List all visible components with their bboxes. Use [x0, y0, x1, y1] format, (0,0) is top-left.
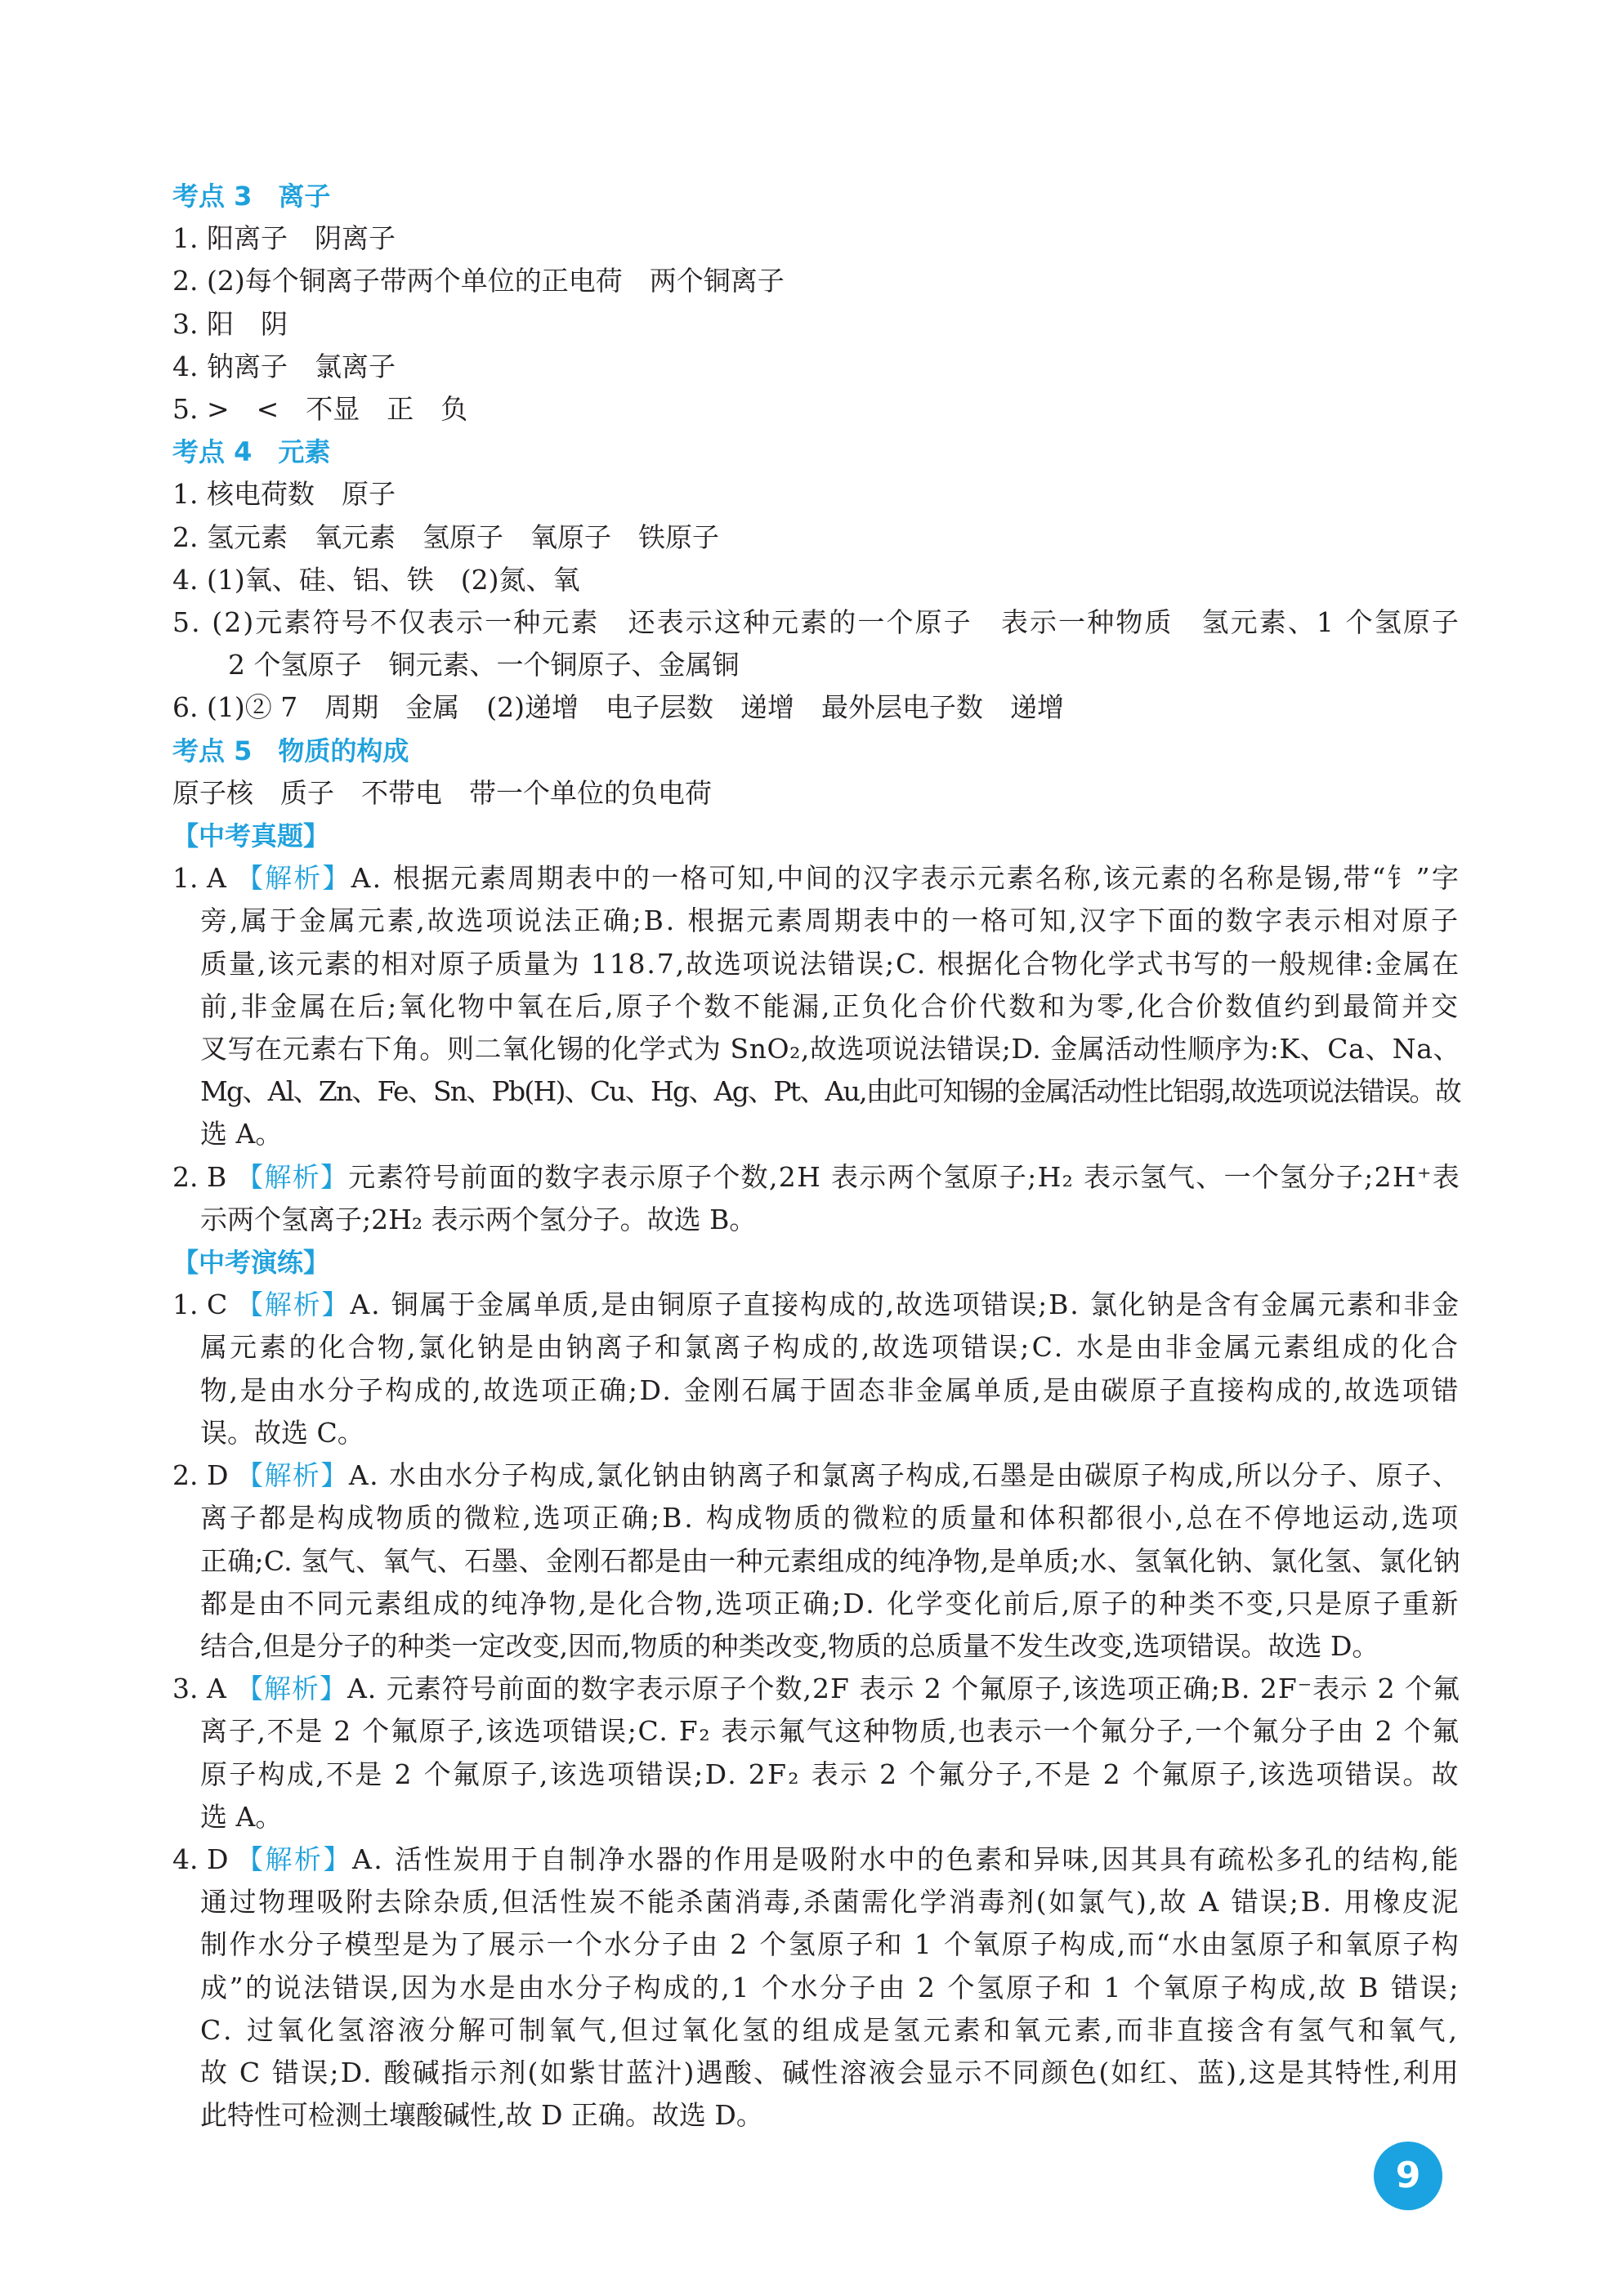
analysis-line: 都是由不同元素组成的纯净物,是化合物,选项正确;D. 化学变化前后,原子的种类不变,只是原子重新 — [200, 1587, 1460, 1619]
analysis-line: 误。故选 C。 — [200, 1416, 364, 1449]
question-number: 2. B — [172, 1160, 227, 1193]
analysis-line: 物,是由水分子构成的,故选项正确;D. 金刚石属于固态非金属单质,是由碳原子直接构成的,故选项错 — [200, 1374, 1460, 1406]
answer-line: 2. (2)每个铜离子带两个单位的正电荷 两个铜离子 — [172, 265, 785, 297]
analysis-label: 【解析】 — [236, 1289, 351, 1321]
answer-line: 5. (2)元素符号不仅表示一种元素 还表示这种元素的一个原子 表示一种物质 氢元素、1 个氢原子 — [172, 606, 1461, 639]
question-answer-first-line — [172, 1838, 1462, 1881]
question-answer-first-line — [172, 1668, 1462, 1710]
analysis-label: 【解析】 — [236, 862, 351, 895]
question-answer-first-line — [172, 1156, 1462, 1199]
question-number: 4. D — [172, 1843, 229, 1875]
analysis-line: 属元素的化合物,氯化钠是由钠离子和氯离子构成的,故选项错误;C. 水是由非金属元素组成的化合 — [200, 1331, 1461, 1364]
analysis-line: 旁,属于金属元素,故选项说法正确;B. 根据元素周期表中的一格可知,汉字下面的数字表示相对原子 — [200, 905, 1461, 937]
analysis-line: 前,非金属在后;氧化物中氧在后,原子个数不能漏,正负化合价代数和为零,化合价数值约到最简并交 — [200, 989, 1461, 1022]
question-answer-first-line — [172, 1454, 1462, 1497]
analysis-line: 离子都是构成物质的微粒,选项正确;B. 构成物质的微粒的质量和体积都很小,总在不停地运动,选项 — [200, 1502, 1461, 1534]
answer-line: 2 个氢原子 铜元素、一个铜原子、金属铜 — [228, 649, 740, 681]
zhenti-heading: 【中考真题】 — [172, 820, 330, 852]
section-heading: 考点 4 元素 — [172, 436, 331, 468]
analysis-line: 选 A。 — [200, 1118, 283, 1150]
question-number: 1. A — [172, 862, 226, 895]
answer-content — [172, 175, 1462, 2137]
question-number: 2. D — [172, 1459, 229, 1492]
analysis-line: Mg、Al、Zn、Fe、Sn、Pb(H)、Cu、Hg、Ag、Pt、Au,由此可知锡的金属活动性比铝弱,故选项说法错误。故 — [200, 1075, 1460, 1108]
analysis-line: 叉写在元素右下角。则二氧化锡的化学式为 SnO₂,故选项说法错误;D. 金属活动性顺序为:K、Ca、Na、 — [200, 1033, 1461, 1065]
analysis-text: 元素符号前面的数字表示原子个数,2H 表示两个氢原子;H₂ 表示氢气、一个氢分子;2H⁺表 — [348, 1160, 1461, 1193]
analysis-line: 成”的说法错误,因为水是由水分子构成的,1 个水分子由 2 个氢原子和 1 个氧原子构成,故 B 错误; — [200, 1971, 1461, 2003]
question-answer-first-line — [172, 857, 1462, 900]
analysis-text: A. 元素符号前面的数字表示原子个数,2F 表示 2 个氟原子,该选项正确;B. 2F⁻表示 2 个氟 — [347, 1673, 1461, 1705]
answer-line: 1. 核电荷数 原子 — [172, 478, 396, 511]
analysis-text: A. 铜属于金属单质,是由铜原子直接构成的,故选项错误;B. 氯化钠是含有金属元素和非金 — [350, 1289, 1460, 1321]
page-number-badge: 9 — [1374, 2142, 1442, 2210]
question-answer-first-line — [172, 1284, 1462, 1326]
analysis-line: 示两个氢离子;2H₂ 表示两个氢分子。故选 B。 — [200, 1203, 757, 1235]
analysis-label: 【解析】 — [236, 1843, 352, 1875]
analysis-text: A. 水由水分子构成,氯化钠由钠离子和氯离子构成,石墨是由碳原子构成,所以分子、原子、 — [348, 1459, 1461, 1492]
analysis-label: 【解析】 — [236, 1160, 349, 1193]
answer-line: 3. 阳 阴 — [172, 307, 288, 340]
answer-line: 2. 氢元素 氧元素 氢原子 氧原子 铁原子 — [172, 520, 719, 553]
answer-line: 原子核 质子 不带电 带一个单位的负电荷 — [172, 776, 712, 809]
analysis-label: 【解析】 — [236, 1459, 349, 1492]
analysis-line: 故 C 错误;D. 酸碱指示剂(如紫甘蓝汁)遇酸、碱性溶液会显示不同颜色(如红、蓝),这是其特性,利用 — [200, 2056, 1460, 2088]
answer-line: 6. (1)② 7 周期 金属 (2)递增 电子层数 递增 最外层电子数 递增 — [172, 691, 1064, 724]
question-number: 3. A — [172, 1673, 226, 1705]
yanlian-heading: 【中考演练】 — [172, 1247, 330, 1279]
question-number: 1. C — [172, 1289, 228, 1321]
analysis-line: 通过物理吸附去除杂质,但活性炭不能杀菌消毒,杀菌需化学消毒剂(如氯气),故 A 错误;B. 用橡皮泥 — [200, 1886, 1460, 1919]
analysis-text: A. 活性炭用于自制净水器的作用是吸附水中的色素和异味,因其具有疏松多孔的结构,能 — [351, 1843, 1460, 1875]
analysis-line: 质量,该元素的相对原子质量为 118.7,故选项说法错误;C. 根据化合物化学式书写的一般规律:金属在 — [200, 947, 1460, 980]
analysis-line: 制作水分子模型是为了展示一个水分子由 2 个氢原子和 1 个氧原子构成,而“水由氢原子和氧原子构 — [200, 1928, 1460, 1961]
section-heading: 考点 5 物质的构成 — [172, 735, 409, 766]
answer-line: 1. 阳离子 阴离子 — [172, 222, 396, 255]
analysis-label: 【解析】 — [236, 1673, 347, 1705]
answer-line: 4. 钠离子 氯离子 — [172, 350, 396, 382]
section-heading: 考点 3 离子 — [172, 181, 331, 212]
analysis-line: 此特性可检测土壤酸碱性,故 D 正确。故选 D。 — [200, 2099, 763, 2132]
analysis-line: 原子构成,不是 2 个氟原子,该选项错误;D. 2F₂ 表示 2 个氟分子,不是 2 个氟原子,该选项错误。故 — [200, 1758, 1460, 1790]
answer-line: 5. > < 不显 正 负 — [172, 393, 468, 426]
analysis-text: A. 根据元素周期表中的一格可知,中间的汉字表示元素名称,该元素的名称是锡,带“钅”字 — [351, 862, 1460, 895]
analysis-line: 选 A。 — [200, 1800, 283, 1833]
analysis-line: 离子,不是 2 个氟原子,该选项错误;C. F₂ 表示氟气这种物质,也表示一个氟分子,一个氟分子由 2 个氟 — [200, 1715, 1460, 1748]
analysis-line: 正确;C. 氢气、氧气、石墨、金刚石都是由一种元素组成的纯净物,是单质;水、氢氧化钠、氯化氢、氯化钠 — [200, 1544, 1460, 1577]
answer-line: 4. (1)氧、硅、铝、铁 (2)氮、氧 — [172, 563, 580, 596]
analysis-line: 结合,但是分子的种类一定改变,因而,物质的种类改变,物质的总质量不发生改变,选项错误。故选 D。 — [200, 1629, 1379, 1662]
analysis-line: C. 过氧化氢溶液分解可制氧气,但过氧化氢的组成是氢元素和氧元素,而非直接含有氢气和氧气, — [200, 2013, 1460, 2046]
